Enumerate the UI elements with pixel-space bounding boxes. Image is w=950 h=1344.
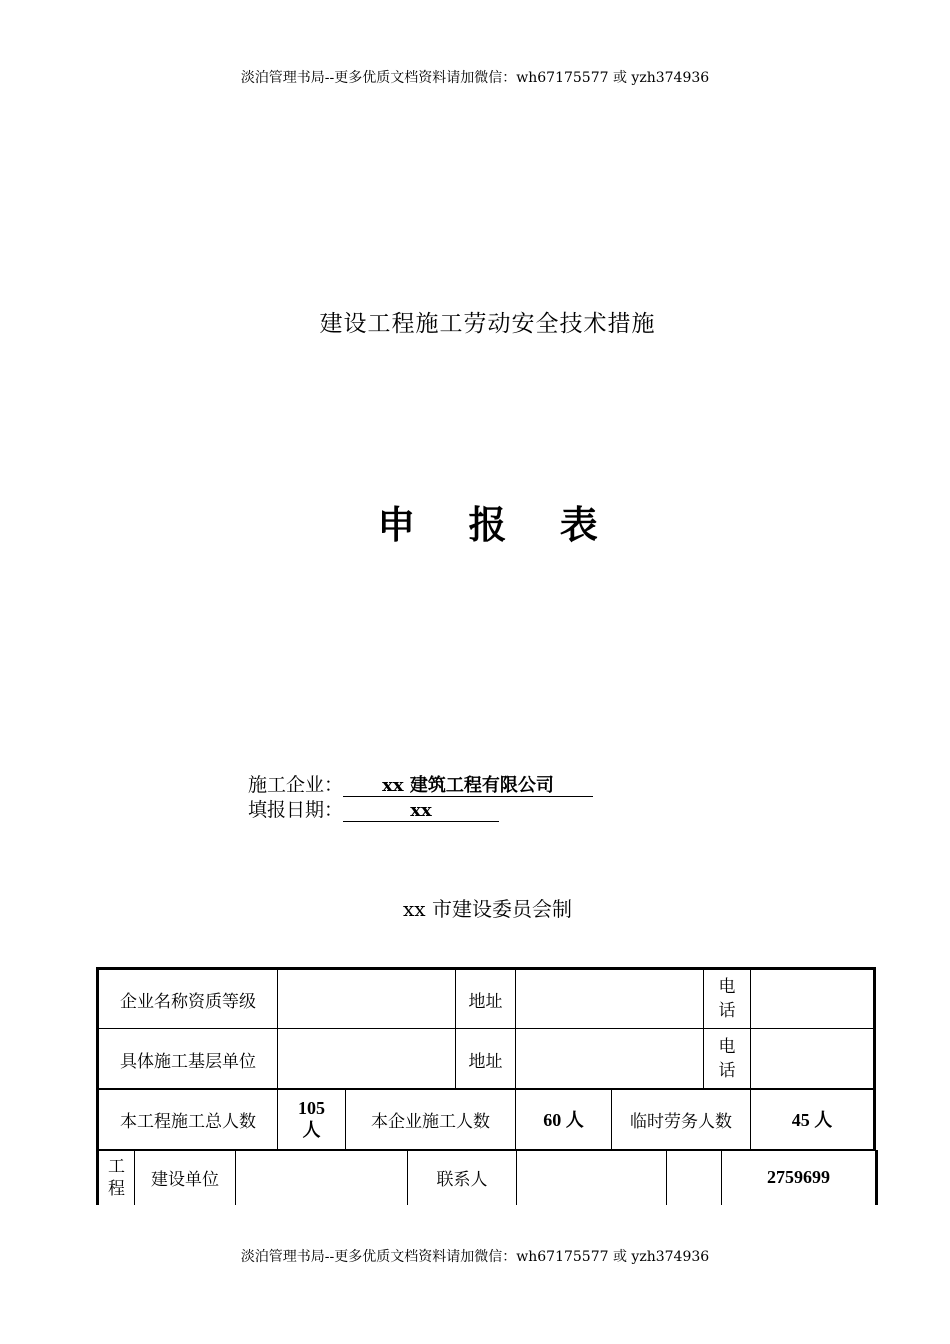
phone-label-char-2: 话: [718, 1001, 736, 1021]
phone-value: [751, 969, 875, 1029]
date-value: xx: [343, 801, 499, 822]
headcount-table: [96, 1088, 876, 1150]
phone-value: [751, 1029, 875, 1090]
base-unit-value: [278, 1029, 456, 1090]
date-label: 填报日期：: [248, 799, 344, 821]
total-workers-unit: 人: [302, 1120, 321, 1140]
info-table: [96, 967, 876, 1090]
builder-value: [236, 1151, 408, 1205]
company-label: 施工企业：: [248, 774, 344, 796]
builder-label: 建设单位: [135, 1151, 236, 1205]
phone-label: [704, 969, 751, 1029]
address-value: [516, 1029, 704, 1090]
form-title-char-3: 表: [559, 502, 598, 547]
enterprise-name-label: 企业名称资质等级: [98, 969, 278, 1029]
total-workers-label: 本工程施工总人数: [98, 1089, 278, 1150]
contact-label: 联系人: [408, 1151, 517, 1205]
project-table: [96, 1150, 878, 1205]
temp-workers-label: 临时劳务人数: [612, 1089, 751, 1150]
company-row: [248, 770, 593, 797]
phone-label-char-1: 电: [718, 1037, 736, 1057]
phone-label-char-1: 电: [718, 977, 736, 997]
address-label: 地址: [456, 1029, 516, 1090]
phone-label: [704, 1029, 751, 1090]
form-title: [0, 494, 950, 549]
watermark-top: 淡泊管理书局--更多优质文档资料请加微信：wh67175577 或 yzh374936: [240, 70, 710, 86]
own-workers-label: 本企业施工人数: [346, 1089, 516, 1150]
blank-cell: [667, 1151, 722, 1205]
project-side-char-2: 程: [108, 1178, 125, 1199]
total-workers-value: [278, 1089, 346, 1150]
table-row: [98, 969, 875, 1029]
form-title-char-2: 报: [468, 502, 507, 547]
own-workers-value: 60 人: [516, 1089, 612, 1150]
temp-workers-value: 45 人: [751, 1089, 875, 1150]
issuer-line: xx 市建设委员会制: [403, 897, 572, 921]
form-title-char-1: 申: [377, 502, 416, 547]
project-side-label: [98, 1151, 135, 1205]
project-side-char-1: 工: [108, 1156, 125, 1177]
table-row: [98, 1029, 875, 1090]
document-title: 建设工程施工劳动安全技术措施: [319, 311, 656, 337]
contact-value: [517, 1151, 667, 1205]
table-row: [98, 1089, 875, 1150]
watermark-bottom: 淡泊管理书局--更多优质文档资料请加微信：wh67175577 或 yzh374936: [240, 1249, 710, 1265]
enterprise-name-value: [278, 969, 456, 1029]
table-row: [98, 1151, 877, 1205]
total-workers-number: 105: [298, 1098, 325, 1118]
base-unit-label: 具体施工基层单位: [98, 1029, 278, 1090]
builder-phone-value: 2759699: [722, 1151, 877, 1205]
address-value: [516, 969, 704, 1029]
address-label: 地址: [456, 969, 516, 1029]
date-row: [248, 795, 499, 822]
phone-label-char-2: 话: [718, 1061, 736, 1081]
company-value: xx 建筑工程有限公司: [343, 776, 593, 797]
